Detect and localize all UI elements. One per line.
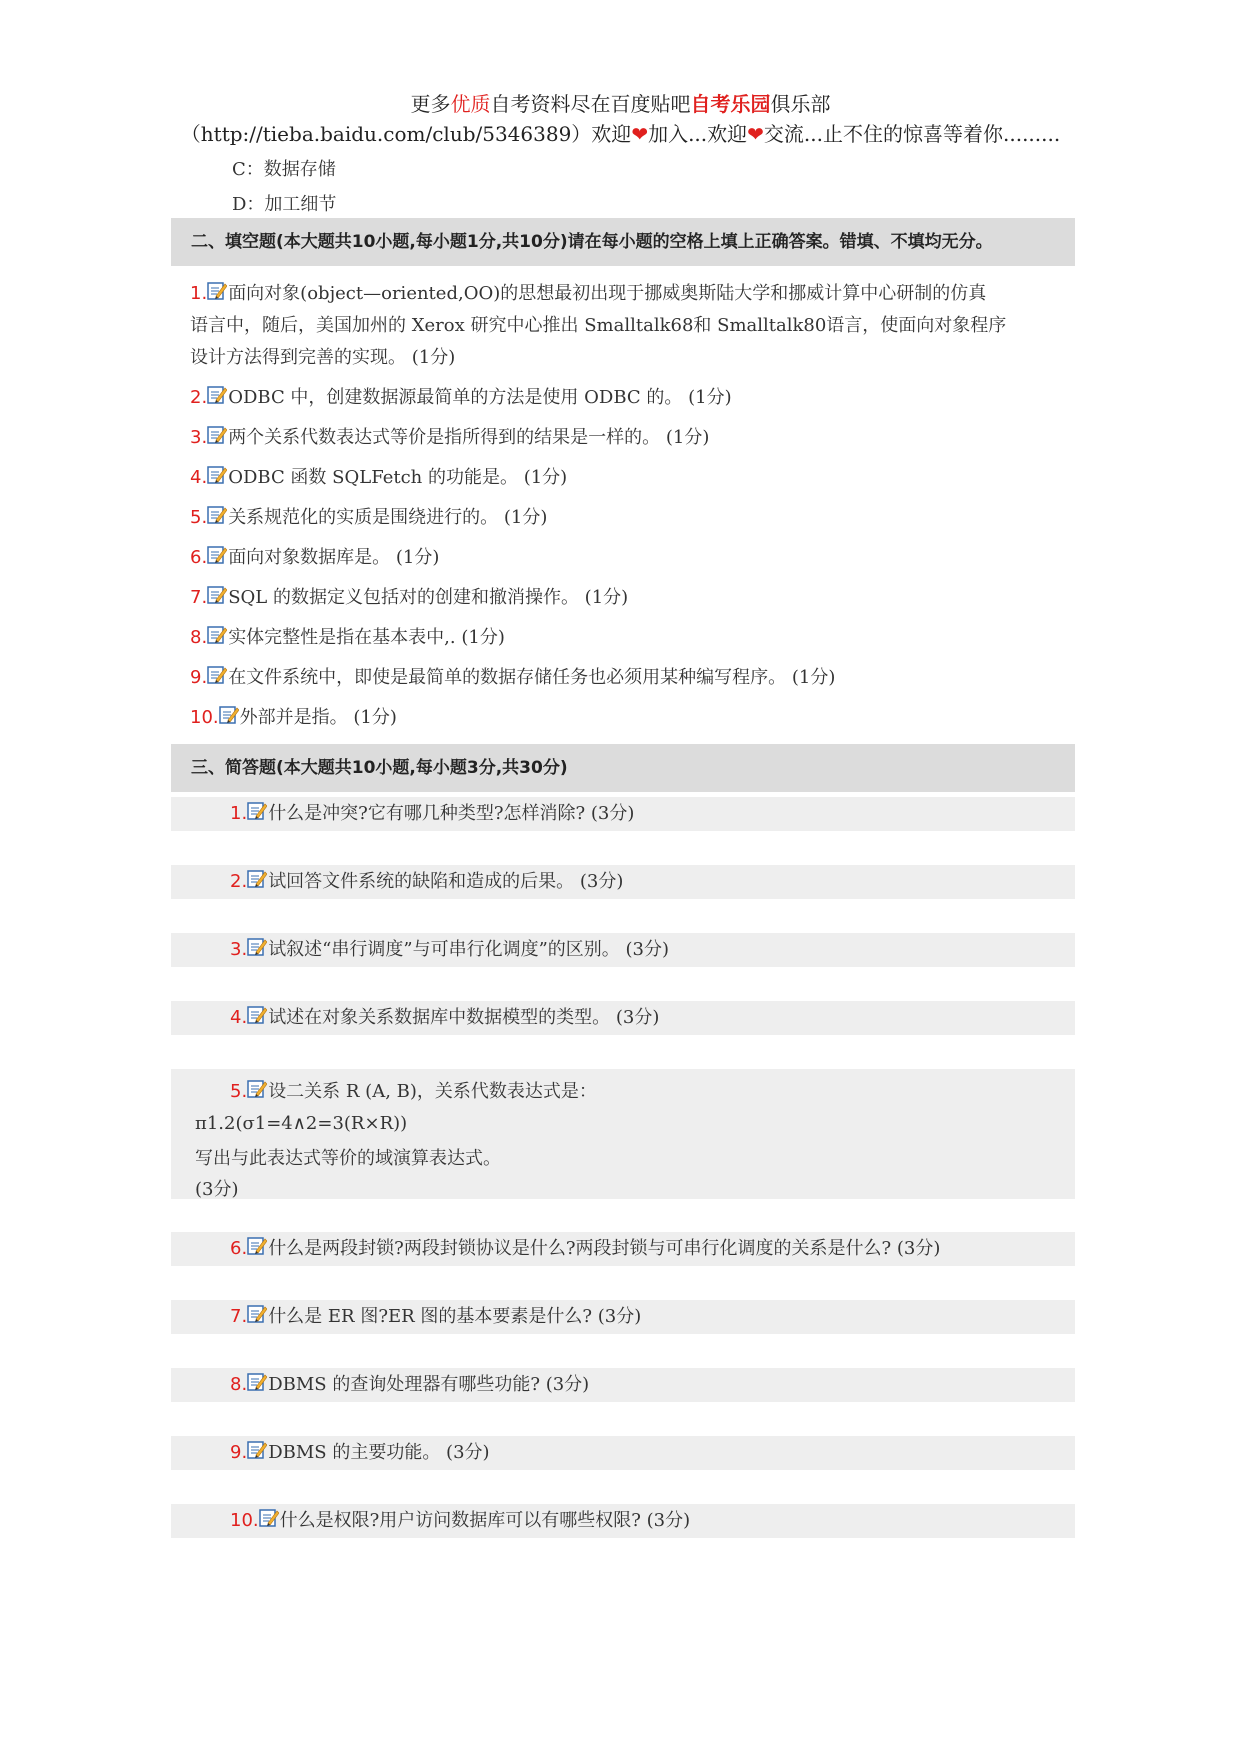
item-text: ODBC 函数 SQLFetch 的功能是。 (1分) <box>228 467 568 488</box>
item-number: 7. <box>190 587 208 608</box>
section-fill-in-title: 二、填空题(本大题共10小题,每小题1分,共10分)请在每小题的空格上填上正确答案。错填、不填均无分。 <box>171 218 1075 266</box>
short-question-7[interactable] <box>230 1300 641 1334</box>
edit-note-icon[interactable] <box>247 1302 267 1322</box>
item-text: 在文件系统中，即使是最简单的数据存储任务也必须用某种编写程序。 (1分) <box>228 667 836 688</box>
item-text: 试回答文件系统的缺陷和造成的后果。 (3分) <box>268 871 624 892</box>
item-number: 9. <box>190 667 208 688</box>
edit-note-icon[interactable] <box>207 584 227 604</box>
item-number: 1. <box>190 283 208 304</box>
edit-note-icon[interactable] <box>207 424 227 444</box>
short-question-5[interactable] <box>230 1075 597 1109</box>
header-text: 更多 <box>410 92 451 116</box>
fill-item-9[interactable] <box>190 662 1070 694</box>
header-text: 加入...欢迎 <box>648 122 748 146</box>
fill-item-10[interactable] <box>190 702 1070 734</box>
short-question-9[interactable] <box>230 1436 490 1470</box>
heart-icon: ❤ <box>747 122 764 146</box>
section-short-answer-title: 三、简答题(本大题共10小题,每小题3分,共30分) <box>171 744 1075 792</box>
item-number: 6. <box>190 547 208 568</box>
edit-note-icon[interactable] <box>207 464 227 484</box>
short-question-2[interactable] <box>230 865 623 899</box>
item-number: 3. <box>190 427 208 448</box>
fill-item-7[interactable] <box>190 582 1070 614</box>
item-number: 6. <box>230 1238 248 1259</box>
item-text: 面向对象数据库是。 (1分) <box>228 547 440 568</box>
edit-note-icon[interactable] <box>247 799 267 819</box>
item-text: 什么是冲突?它有哪几种类型?怎样消除? (3分) <box>268 803 635 824</box>
edit-note-icon[interactable] <box>207 544 227 564</box>
edit-note-icon[interactable] <box>219 704 239 724</box>
item-text: SQL 的数据定义包括对的创建和撤消操作。 (1分) <box>228 587 629 608</box>
item-number: 10. <box>190 707 219 728</box>
short-question-10[interactable] <box>230 1504 690 1538</box>
fill-item-5[interactable] <box>190 502 1070 534</box>
edit-note-icon[interactable] <box>207 504 227 524</box>
edit-note-icon[interactable] <box>247 1234 267 1254</box>
item-number: 2. <box>190 387 208 408</box>
edit-note-icon[interactable] <box>247 867 267 887</box>
edit-note-icon[interactable] <box>247 1003 267 1023</box>
score-text: (3分) <box>195 1179 239 1200</box>
item-text: 什么是 ER 图?ER 图的基本要素是什么? (3分) <box>268 1306 642 1327</box>
item-text: 试述在对象关系数据库中数据模型的类型。 (3分) <box>268 1007 660 1028</box>
short-question-6[interactable] <box>230 1232 940 1266</box>
item-number: 9. <box>230 1442 248 1463</box>
item-text: 面向对象(object—oriented,OO)的思想最初出现于挪威奥斯陆大学和挪威计算中心研制的仿真 <box>228 283 987 304</box>
item-number: 7. <box>230 1306 248 1327</box>
edit-note-icon[interactable] <box>207 624 227 644</box>
short-question-1[interactable] <box>230 797 634 831</box>
header-club-name: 自考乐园 <box>690 92 771 116</box>
short-question-4[interactable] <box>230 1001 659 1035</box>
short-question-3[interactable] <box>230 933 669 967</box>
item-text: 试叙述“串行调度”与可串行化调度”的区别。 (3分) <box>268 939 670 960</box>
option-d: D：加工细节 <box>232 194 337 215</box>
item-text: 设计方法得到完善的实现。 (1分) <box>190 347 456 368</box>
heart-icon: ❤ <box>631 122 649 146</box>
header-text: 自考资料尽在百度贴吧 <box>490 92 691 116</box>
item-number: 8. <box>230 1374 248 1395</box>
item-text: 实体完整性是指在基本表中,. (1分) <box>228 627 505 648</box>
header-text: 俱乐部 <box>770 92 831 116</box>
item-text: DBMS 的主要功能。 (3分) <box>268 1442 490 1463</box>
fill-item-1[interactable] <box>190 278 1070 374</box>
item-text: 什么是权限?用户访问数据库可以有哪些权限? (3分) <box>279 1510 691 1531</box>
edit-note-icon[interactable] <box>207 280 227 300</box>
edit-note-icon[interactable] <box>259 1506 279 1526</box>
item-text: 两个关系代数表达式等价是指所得到的结果是一样的。 (1分) <box>228 427 710 448</box>
item-text: 设二关系 R (A, B)，关系代数表达式是： <box>268 1081 597 1102</box>
item-number: 5. <box>230 1081 248 1102</box>
edit-note-icon[interactable] <box>207 384 227 404</box>
fill-item-6[interactable] <box>190 542 1070 574</box>
item-text: 什么是两段封锁?两段封锁协议是什么?两段封锁与可串行化调度的关系是什么? (3分) <box>268 1238 941 1259</box>
item-number: 5. <box>190 507 208 528</box>
item-number: 4. <box>230 1007 248 1028</box>
item-text: 关系规范化的实质是围绕进行的。 (1分) <box>228 507 548 528</box>
header-text: 交流...止不住的惊喜等着你......... <box>763 122 1061 146</box>
fill-item-4[interactable] <box>190 462 1070 494</box>
item-text: DBMS 的查询处理器有哪些功能? (3分) <box>268 1374 590 1395</box>
edit-note-icon[interactable] <box>207 664 227 684</box>
short-question-8[interactable] <box>230 1368 589 1402</box>
fill-item-8[interactable] <box>190 622 1070 654</box>
header-line-1 <box>0 88 1241 117</box>
fill-item-3[interactable] <box>190 422 1070 454</box>
item-text: 外部并是指。 (1分) <box>239 707 397 728</box>
fill-item-2[interactable] <box>190 382 1070 414</box>
question-text: 写出与此表达式等价的域演算表达式。 <box>195 1148 501 1169</box>
item-number: 3. <box>230 939 248 960</box>
formula-text: π1.2(σ1=4∧2=3(R×R)) <box>195 1113 408 1134</box>
item-number: 4. <box>190 467 208 488</box>
edit-note-icon[interactable] <box>247 1370 267 1390</box>
header-link-text[interactable]: （http://tieba.baidu.com/club/5346389）欢迎 <box>180 122 632 146</box>
item-number: 10. <box>230 1510 259 1531</box>
edit-note-icon[interactable] <box>247 1438 267 1458</box>
header-highlight: 优质 <box>450 92 491 116</box>
item-number: 1. <box>230 803 248 824</box>
item-text: 语言中，随后，美国加州的 Xerox 研究中心推出 Smalltalk68和 Smalltalk80语言，使面向对象程序 <box>190 315 1007 336</box>
item-number: 2. <box>230 871 248 892</box>
edit-note-icon[interactable] <box>247 935 267 955</box>
header-line-2 <box>0 118 1241 147</box>
option-c: C：数据存储 <box>232 159 336 180</box>
item-number: 8. <box>190 627 208 648</box>
answer-block-5[interactable] <box>171 1069 1075 1199</box>
edit-note-icon[interactable] <box>247 1077 267 1097</box>
item-text: ODBC 中，创建数据源最简单的方法是使用 ODBC 的。 (1分) <box>228 387 732 408</box>
